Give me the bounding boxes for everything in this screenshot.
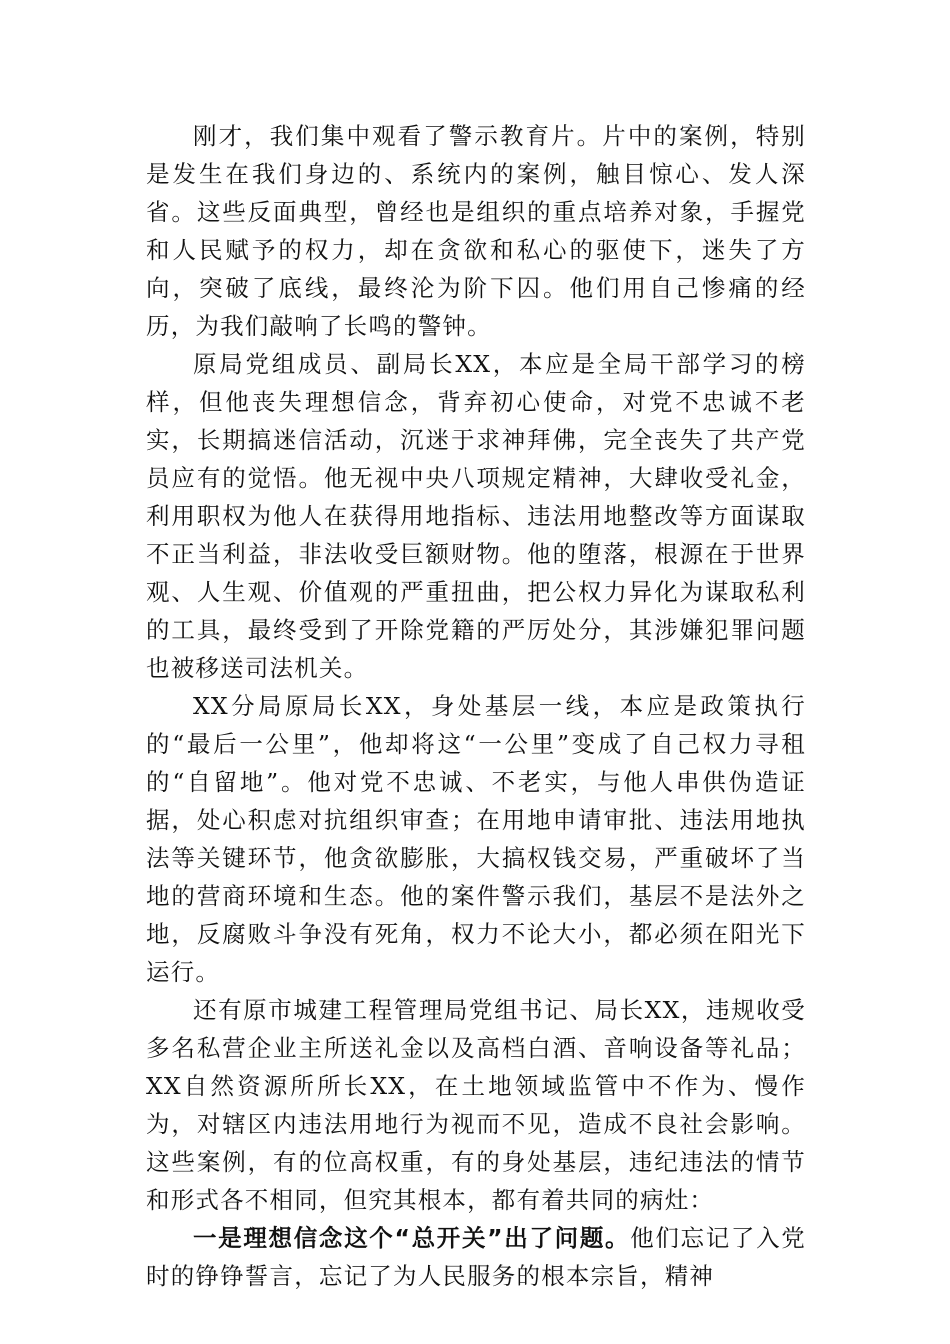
paragraph-5-lead: 一是理想信念这个“总开关”出了问题。 [193,1224,631,1252]
paragraph-1-text: 刚才，我们集中观看了警示教育片。片中的案例，特别是发生在我们身边的、系统内的案例，触目惊心、发人深省。这些反面典型，曾经也是组织的重点培养对象，手握党和人民赋予的权力，却在贪欲和私心的驱使下，迷失了方向，突破了底线，最终沦为阶下囚。他们用自己惨痛的经历，为我们敲响了长鸣的警钟。 [146,122,806,340]
paragraph-1 [146,117,806,345]
paragraph-3-text: XX分局原局长XX，身处基层一线，本应是政策执行的“最后一公里”，他却将这“一公里”变成了自己权力寻租的“自留地”。他对党不忠诚、不老实，与他人串供伪造证据，处心积虑对抗组织审查；在用地申请审批、违法用地执法等关键环节，他贪欲膨胀，大搞权钱交易，严重破坏了当地的营商环境和生态。他的案件警示我们，基层不是法外之地，反腐败斗争没有死角，权力不论大小，都必须在阳光下运行。 [146,692,806,986]
document-body [146,117,806,1295]
paragraph-2-text: 原局党组成员、副局长XX，本应是全局干部学习的榜样，但他丧失理想信念，背弃初心使命，对党不忠诚不老实，长期搞迷信活动，沉迷于求神拜佛，完全丧失了共产党员应有的觉悟。他无视中央八项规定精神，大肆收受礼金，利用职权为他人在获得用地指标、违法用地整改等方面谋取不正当利益，非法收受巨额财物。他的堕落，根源在于世界观、人生观、价值观的严重扭曲，把公权力异化为谋取私利的工具，最终受到了开除党籍的严厉处分，其涉嫌犯罪问题也被移送司法机关。 [146,350,806,682]
paragraph-4-text: 还有原市城建工程管理局党组书记、局长XX，违规收受多名私营企业主所送礼金以及高档白酒、音响设备等礼品；XX自然资源所所长XX，在土地领域监管中不作为、慢作为，对辖区内违法用地行为视而不见，造成不良社会影响。这些案例，有的位高权重，有的身处基层，违纪违法的情节和形式各不相同，但究其根本，都有着共同的病灶： [146,996,806,1214]
paragraph-5 [146,1219,806,1295]
paragraph-3 [146,687,806,991]
paragraph-5-text: 他们忘记了入党时的铮铮誓言，忘记了为人民服务的根本宗旨，精神 [146,1224,806,1290]
paragraph-4 [146,991,806,1219]
paragraph-2 [146,345,806,687]
